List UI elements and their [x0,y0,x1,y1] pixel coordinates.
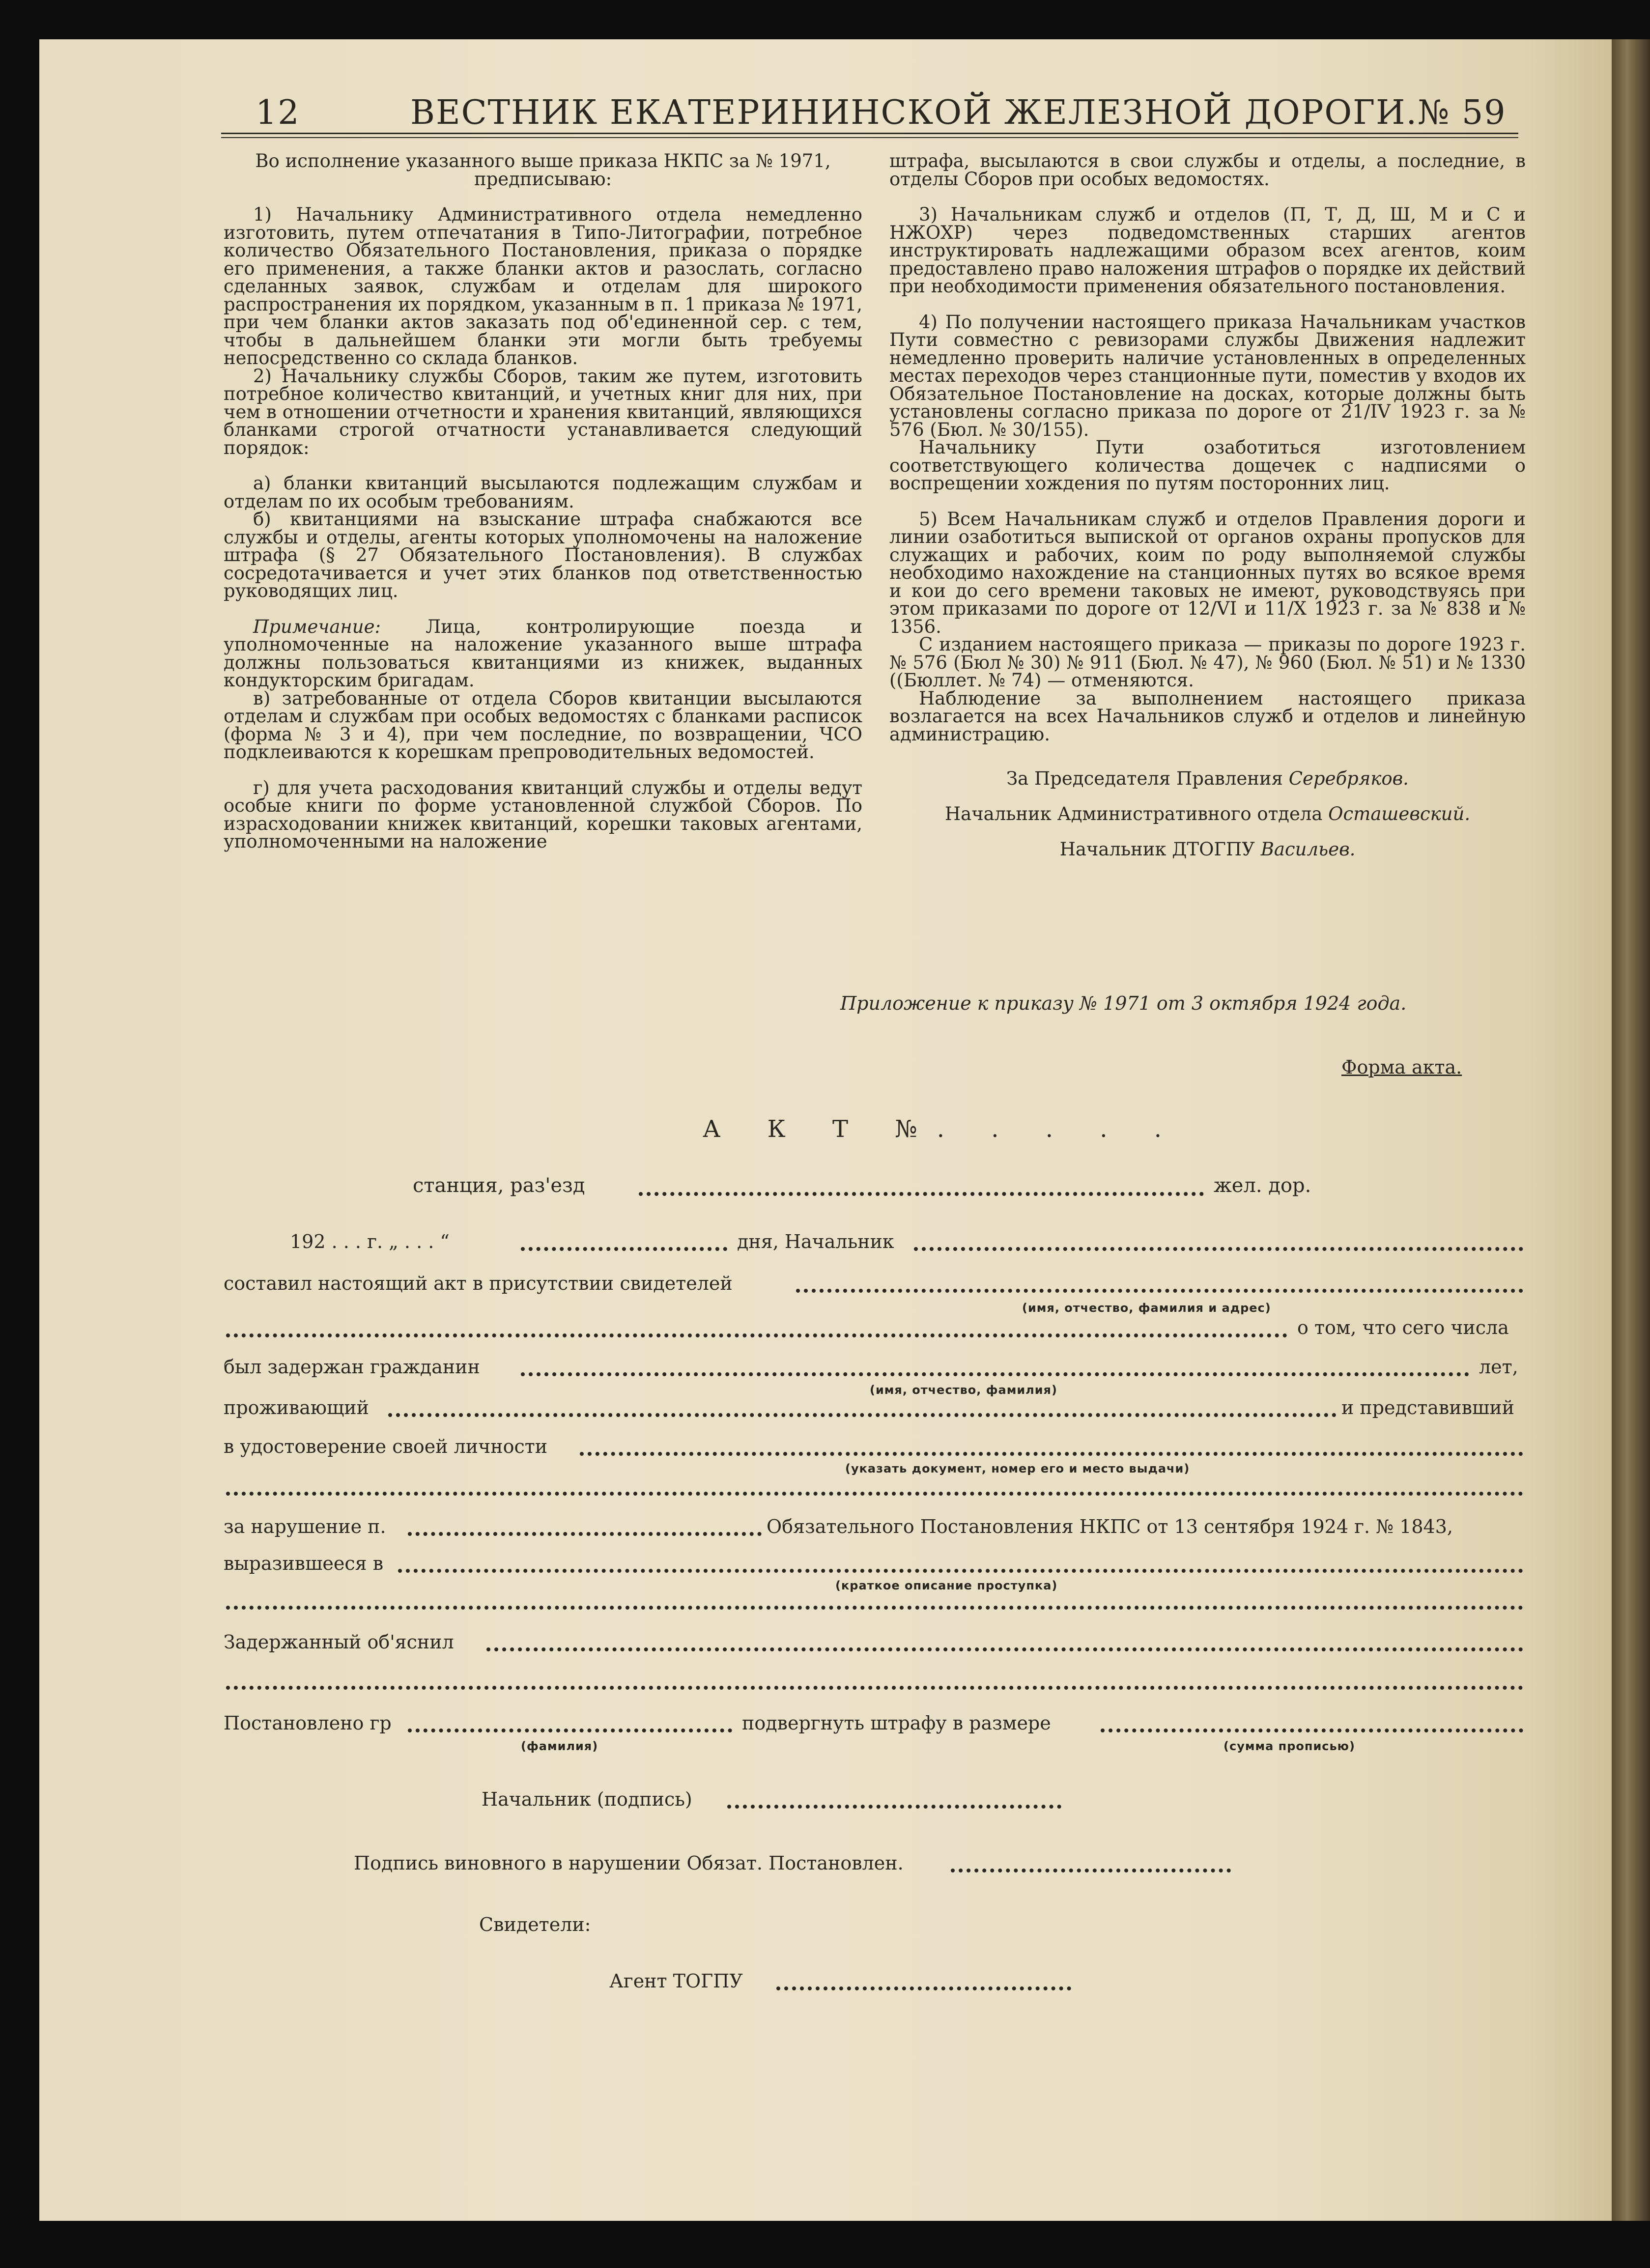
act-witnesses-label: Свидетели: [479,1914,591,1935]
left-column [224,152,862,851]
journal-title: ВЕСТНИК ЕКАТЕРИНИНСКОЙ ЖЕЛЕЗНОЙ ДОРОГИ. [410,93,1418,132]
act-sum-blank [1101,1726,1523,1732]
intro-paragraph: Во исполнение указанного выше приказа НКПС за № 1971, предписываю: [255,150,831,190]
paragraph-4b: Начальнику Пути озаботиться изготовлением соответствующего количества дощечек с надписями о воспрещении хождения по путям посторонних лиц. [889,437,1526,494]
act-expressed-blank-2 [226,1603,1523,1610]
act-witness-blank-2 [226,1331,1287,1337]
paragraph-4: 4) По получении настоящего приказа Начальникам участков Пути совместно с ревизорами службы Движения надлежит немедленно проверить наличие установленных в определенных местах переходов через станционные пути, поместив у входов их Обязательное Постановление на досках, которые должны быть установлены согласно приказа по дороге от 21/IV 1923 г. за № 576 (Бюл. № 30/155). [889,311,1526,440]
header-rule [221,133,1518,138]
act-station-label: станция, раз'езд [413,1174,585,1197]
act-chief-signature-blank [727,1802,1061,1809]
act-caption-surname: (фамилия) [521,1739,598,1753]
act-fine-label: подвергнуть штрафу в размере [742,1712,1051,1734]
act-violation-label: за нарушение п. [224,1516,386,1537]
act-detained-label: был задержан гражданин [224,1356,480,1378]
signature-dtogpu: Начальник ДТОГПУ Васильев. [1059,839,1356,860]
act-caption-sum: (сумма прописью) [1223,1739,1355,1753]
act-detained-blank [521,1369,1469,1376]
signature-admin-name: Осташевский. [1328,803,1471,824]
right-column [889,152,1526,867]
act-date-prefix: 192 . . . г. „ . . . “ [290,1231,450,1252]
act-identity-blank [580,1449,1523,1456]
paragraph-2b: б) квитанциями на взыскание штрафа снабжаются все службы и отделы, агенты которых уполномочены на наложение штрафа (§ 27 Обязательного Постановления). В службах сосредотачивается и учет этих бланков под ответственностью руководящих лиц. [224,509,862,601]
signature-dtogpu-name: Васильев. [1260,839,1356,860]
act-living-label: проживающий [224,1397,369,1418]
act-offender-signature-blank [951,1866,1231,1872]
act-decided-label: Постановлено гр [224,1712,392,1734]
signature-admin: Начальник Административного отдела Осташевский. [944,803,1471,824]
act-witness-blank-1 [796,1286,1523,1293]
act-railway-label: жел. дор. [1214,1174,1311,1197]
paragraph-3: 3) Начальникам служб и отделов (П, Т, Д, Ш, М и С и НЖОХР) через подведомственных старших агентов инструктировать надлежащими образом всех агентов, коим предоставлено право наложения штрафов о порядке их действий при необходимости применения обязательного постановления. [889,204,1526,297]
paragraph-continued: штрафа, высылаются в свои службы и отделы, а последние, в отделы Сборов при особых ведомостях. [889,150,1526,190]
act-date-suffix: дня, Начальник [737,1231,894,1252]
form-label: Форма акта. [1341,1056,1462,1078]
note-text: Лица, контролирующие поезда и уполномоченные на наложение указанного выше штрафа должны пользоваться квитанциями из книжек, выданных кондукторским бригадам. [224,616,862,691]
act-agent-blank [776,1984,1071,1990]
paragraph-5: 5) Всем Начальникам служб и отделов Правления дороги и линии озаботиться выпиской от органов охраны пропусков для служащих и рабочих, коим по роду выполняемой службы необходимо нахождение на станционных путях во всякое время и кои до сего времени таковых не имеют, руководствуясь при этом приказами по дороге от 12/VI и 11/X 1923 г. за № 838 и № 1356. [889,508,1526,637]
act-chief-blank [914,1244,1523,1251]
act-agent-label: Агент ТОГПУ [609,1970,743,1992]
act-about-label: о том, что сего числа [1297,1317,1509,1338]
act-explained-blank-2 [226,1683,1523,1690]
act-date-blank [521,1244,727,1251]
act-offender-signature-label: Подпись виновного в нарушении Обязат. Постановлен. [354,1852,904,1874]
paragraph-6: С изданием настоящего приказа — приказы по дороге 1923 г. № 576 (Бюл № 30) № 911 (Бюл. № 47), № 960 (Бюл. № 51) и № 1330 ((Бюллет. № 74) — отменяются. [889,634,1526,691]
note-paragraph [224,618,862,690]
act-expressed-blank [398,1566,1523,1573]
act-explained-label: Задержанный об'яснил [224,1631,454,1653]
paragraph-2v: в) затребованные от отдела Сборов квитанции высылаются отделам и службам при особых ведомостях с бланками расписок (форма № 3 и 4), при чем последние, по возвращении, ЧСО подклеиваются к корешкам препроводительных ведомостей. [224,687,862,763]
act-decree-text: Обязательного Постановления НКПС от 13 сентября 1924 г. № 1843, [767,1516,1453,1537]
act-identity-label: в удостоверение своей личности [224,1436,548,1457]
act-presented-label: и представивший [1341,1397,1515,1418]
act-violation-blank [408,1529,762,1536]
act-station-blank [639,1189,1204,1196]
act-caption-witness: (имя, отчество, фамилия и адрес) [1022,1301,1271,1315]
page-number: 12 [256,93,300,132]
signature-chairman-name: Серебряков. [1288,768,1409,789]
act-title: А К Т №. . . . . [703,1115,1182,1143]
note-label: Примечание: [253,616,381,637]
paragraph-2g: г) для учета расходования квитанций службы и отделы ведут особые книги по форме установленной службой Сборов. По израсходовании книжек квитанций, корешки таковых агентами, уполномоченными на наложение [224,777,862,852]
act-compiled-label: составил настоящий акт в присутствии свидетелей [224,1273,733,1294]
issue-number: № 59 [1418,93,1507,132]
act-caption-name: (имя, отчество, фамилия) [870,1383,1057,1397]
appendix-caption: Приложение к приказу № 1971 от 3 октября 1924 года. [840,992,1407,1014]
paragraph-2a: а) бланки квитанций высылаются подлежащим службам и отделам по их особым требованиям. [224,473,862,512]
act-caption-offense: (краткое описание проступка) [835,1579,1058,1592]
act-identity-blank-2 [226,1489,1523,1496]
act-living-blank [388,1410,1337,1417]
paragraph-2: 2) Начальнику службы Сборов, таким же путем, изготовить потребное количество квитанций, и учетных книг для них, при чем в отношении отчетности и хранения квитанций, являющихся бланками строгой отчатности устанавливается следующий порядок: [224,365,862,458]
act-surname-blank [408,1726,732,1732]
paragraph-1: 1) Начальнику Административного отдела немедленно изготовить, путем отпечатания в Типо-Литографии, потребное количество Обязательного Постановления, приказа о порядке его применения, а также бланки актов и разослать, согласно сделанных заявок, службам и отделам для широкого распространения их порядком, указанным в п. 1 приказа № 1971, при чем бланки актов заказать под об'единенной сер. с тем, чтобы в дальнейшем бланки эти могли быть требуемы непосредственно со склада бланков. [224,204,862,369]
act-chief-signature-label: Начальник (подпись) [482,1788,692,1810]
act-years-label: лет, [1479,1356,1518,1378]
signature-chairman: За Председателя Правления Серебряков. [1006,768,1409,789]
act-caption-document: (указать документ, номер его и место выдачи) [845,1462,1190,1475]
act-expressed-label: выразившееся в [224,1553,384,1574]
paragraph-7: Наблюдение за выполнением настоящего приказа возлагается на всех Начальников служб и отделов и линейную администрацию. [889,687,1526,745]
act-explained-blank [486,1644,1523,1651]
page-binding-edge [1612,39,1650,2221]
